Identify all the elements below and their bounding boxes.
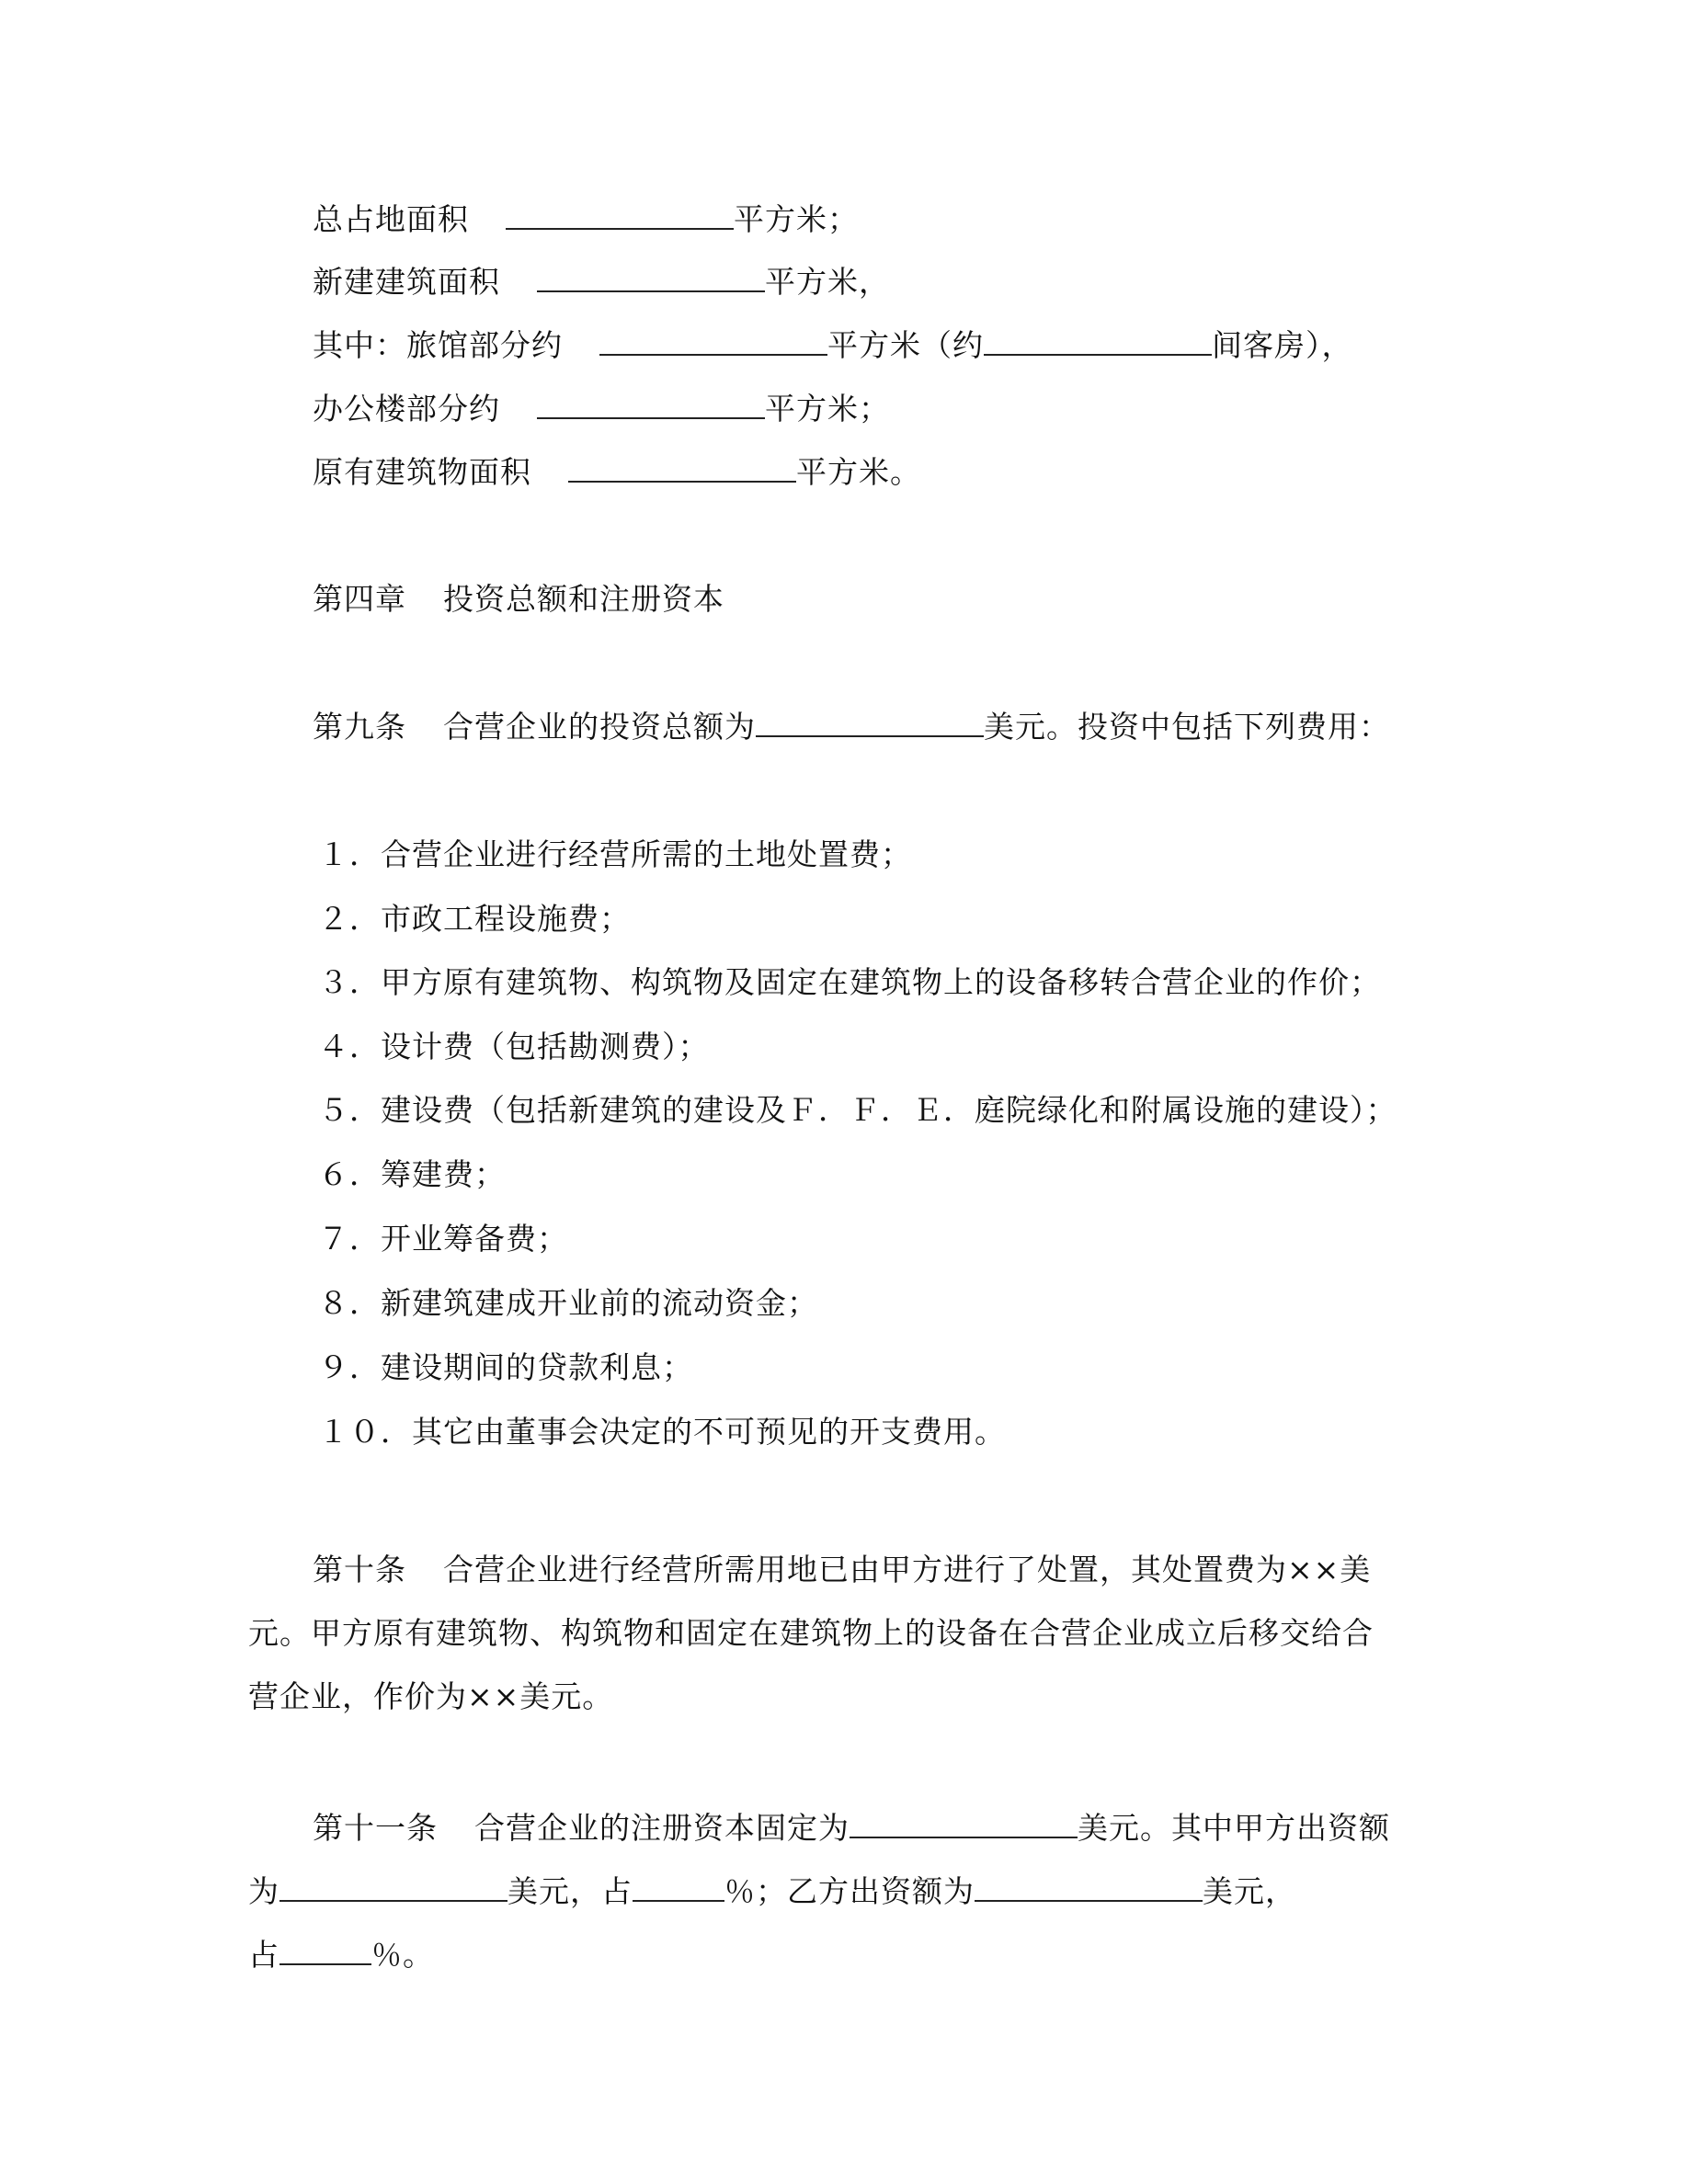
list-item: ７．开业筹备费； [318,1221,568,1257]
chapter-heading: 第四章 投资总额和注册资本 [313,581,724,617]
list-item: ４．设计费（包括勘测费）； [318,1029,710,1064]
area-line-total: 总占地面积 平方米； [313,201,859,237]
blank-field[interactable] [599,326,827,356]
blank-field[interactable] [984,326,1212,356]
list-item: ８．新建筑建成开业前的流动资金； [318,1285,818,1321]
list-item: ２．市政工程设施费； [318,901,631,937]
area-line-office: 办公楼部分约 平方米； [313,391,890,427]
article-9: 第九条 合营企业的投资总额为 美元。投资中包括下列费用： [313,709,1390,745]
list-item: １．合营企业进行经营所需的土地处置费； [318,836,912,872]
blank-field[interactable] [756,708,984,737]
list-item: ３．甲方原有建筑物、构筑物及固定在建筑物上的设备移转合营企业的作价； [318,964,1381,1000]
blank-field[interactable] [279,1936,371,1965]
article-11-line-2: 为 美元，占 ％；乙方出资额为 美元， [248,1873,1296,1909]
blank-field[interactable] [537,263,765,292]
article-10-line-3: 营企业，作价为××美元。 [248,1678,614,1714]
article-10-line-2: 元。甲方原有建筑物、构筑物和固定在建筑物上的设备在合营企业成立后移交给合 [248,1615,1374,1651]
blank-field[interactable] [975,1872,1203,1902]
blank-field[interactable] [537,390,765,419]
area-line-new: 新建建筑面积 平方米， [313,264,890,300]
list-item: ９．建设期间的贷款利息； [318,1349,693,1385]
area-line-existing: 原有建筑物面积 平方米。 [313,454,921,490]
article-11-line-1: 第十一条 合营企业的注册资本固定为 美元。其中甲方出资额 [313,1810,1390,1846]
article-11-line-3: 占 ％。 [248,1937,434,1973]
blank-field[interactable] [279,1872,508,1902]
article-10-line-1: 第十条 合营企业进行经营所需用地已由甲方进行了处置，其处置费为××美 [313,1552,1372,1587]
list-item: １０．其它由董事会决定的不可预见的开支费用。 [318,1414,1006,1450]
list-item: ６．筹建费； [318,1156,506,1192]
blank-field[interactable] [506,200,734,230]
list-item: ５．建设费（包括新建筑的建设及Ｆ．Ｆ．Ｅ．庭院绿化和附属设施的建设）； [318,1092,1397,1128]
blank-field[interactable] [568,453,796,483]
area-line-hotel: 其中：旅馆部分约 平方米（约 间客房）， [313,327,1353,363]
blank-field[interactable] [633,1872,724,1902]
blank-field[interactable] [850,1809,1078,1838]
